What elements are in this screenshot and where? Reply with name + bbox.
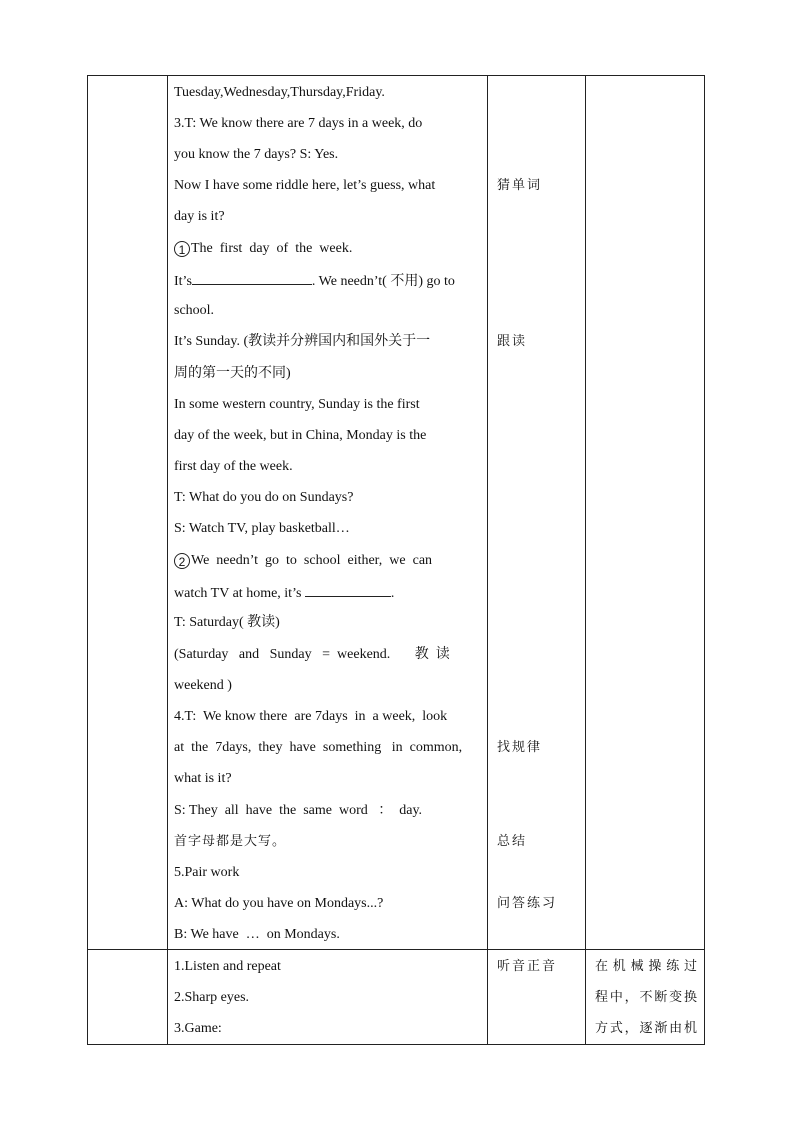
procedure-line: In some western country, Sunday is the first xyxy=(174,397,420,412)
method-note: 跟读 xyxy=(497,334,528,349)
method-note: 找规律 xyxy=(497,740,543,755)
procedure-line: weekend ) xyxy=(174,678,232,693)
procedure-line: you know the 7 days? S: Yes. xyxy=(174,147,339,162)
procedure-cell xyxy=(168,76,488,950)
lesson-plan-table xyxy=(87,75,705,1045)
procedure-line: T: What do you do on Sundays? xyxy=(174,490,354,505)
procedure-line: Tuesday,Wednesday,Thursday,Friday. xyxy=(174,85,385,100)
procedure-text: . We needn’t( 不用) go to xyxy=(311,274,455,289)
procedure-line: 2.Sharp eyes. xyxy=(174,990,250,1005)
procedure-text: It’s xyxy=(174,274,192,289)
procedure-line: school. xyxy=(174,303,215,318)
intent-note: 方式，逐渐由机 xyxy=(595,1021,697,1036)
procedure-line: 3.Game: xyxy=(174,1021,222,1036)
procedure-line: (Saturday and Sunday = weekend. 教 读 xyxy=(174,647,450,662)
riddle-two-answer xyxy=(174,583,479,603)
procedure-line: what is it? xyxy=(174,771,232,786)
procedure-text: watch TV at home, it’s xyxy=(174,586,302,601)
procedure-line: B: We have … on Mondays. xyxy=(174,927,340,942)
stage-cell xyxy=(88,950,168,1045)
procedure-line: 首字母都是大写。 xyxy=(174,834,287,849)
table-row xyxy=(88,76,705,950)
method-note: 猜单词 xyxy=(497,178,543,193)
method-cell xyxy=(488,76,586,950)
procedure-line: 3.T: We know there are 7 days in a week, do xyxy=(174,116,423,131)
procedure-line: 4.T: We know there are 7days in a week, look xyxy=(174,709,448,724)
riddle-two xyxy=(174,552,479,570)
intent-cell xyxy=(586,76,705,950)
method-note: 总结 xyxy=(497,834,528,849)
procedure-line: day of the week, but in China, Monday is the xyxy=(174,428,427,443)
procedure-line: S: Watch TV, play basketball… xyxy=(174,521,350,536)
intent-note: 程中，不断变换 xyxy=(595,990,697,1005)
riddle-one-answer xyxy=(174,271,479,291)
method-note: 问答练习 xyxy=(497,896,558,911)
procedure-line: day is it? xyxy=(174,209,225,224)
procedure-cell xyxy=(168,950,488,1045)
procedure-line: 5.Pair work xyxy=(174,865,240,880)
procedure-line: 1.Listen and repeat xyxy=(174,959,281,974)
intent-cell xyxy=(586,950,705,1045)
answer-blank xyxy=(305,583,391,597)
procedure-line: It’s Sunday. (教读并分辨国内和国外关于一 xyxy=(174,334,431,349)
method-note: 听音正音 xyxy=(497,959,558,974)
procedure-line: at the 7days, they have something in common, xyxy=(174,740,463,755)
procedure-line: T: Saturday( 教读) xyxy=(174,615,280,630)
procedure-line: We needn’t go to school either, we can xyxy=(191,553,433,568)
circled-number-two: 2 xyxy=(174,553,190,569)
procedure-text: . xyxy=(390,586,395,601)
procedure-line: S: They all have the same word ： day. xyxy=(174,803,423,818)
procedure-line: Now I have some riddle here, let’s guess, what xyxy=(174,178,436,193)
table-row xyxy=(88,950,705,1045)
stage-cell xyxy=(88,76,168,950)
intent-note: 在机械操练过 xyxy=(595,959,697,974)
procedure-line: 周的第一天的不同) xyxy=(174,366,291,381)
procedure-line: The first day of the week. xyxy=(191,241,353,256)
circled-number-one: 1 xyxy=(174,241,190,257)
procedure-line: A: What do you have on Mondays...? xyxy=(174,896,384,911)
method-cell xyxy=(488,950,586,1045)
procedure-line: first day of the week. xyxy=(174,459,293,474)
riddle-one xyxy=(174,240,479,258)
answer-blank xyxy=(192,271,312,285)
